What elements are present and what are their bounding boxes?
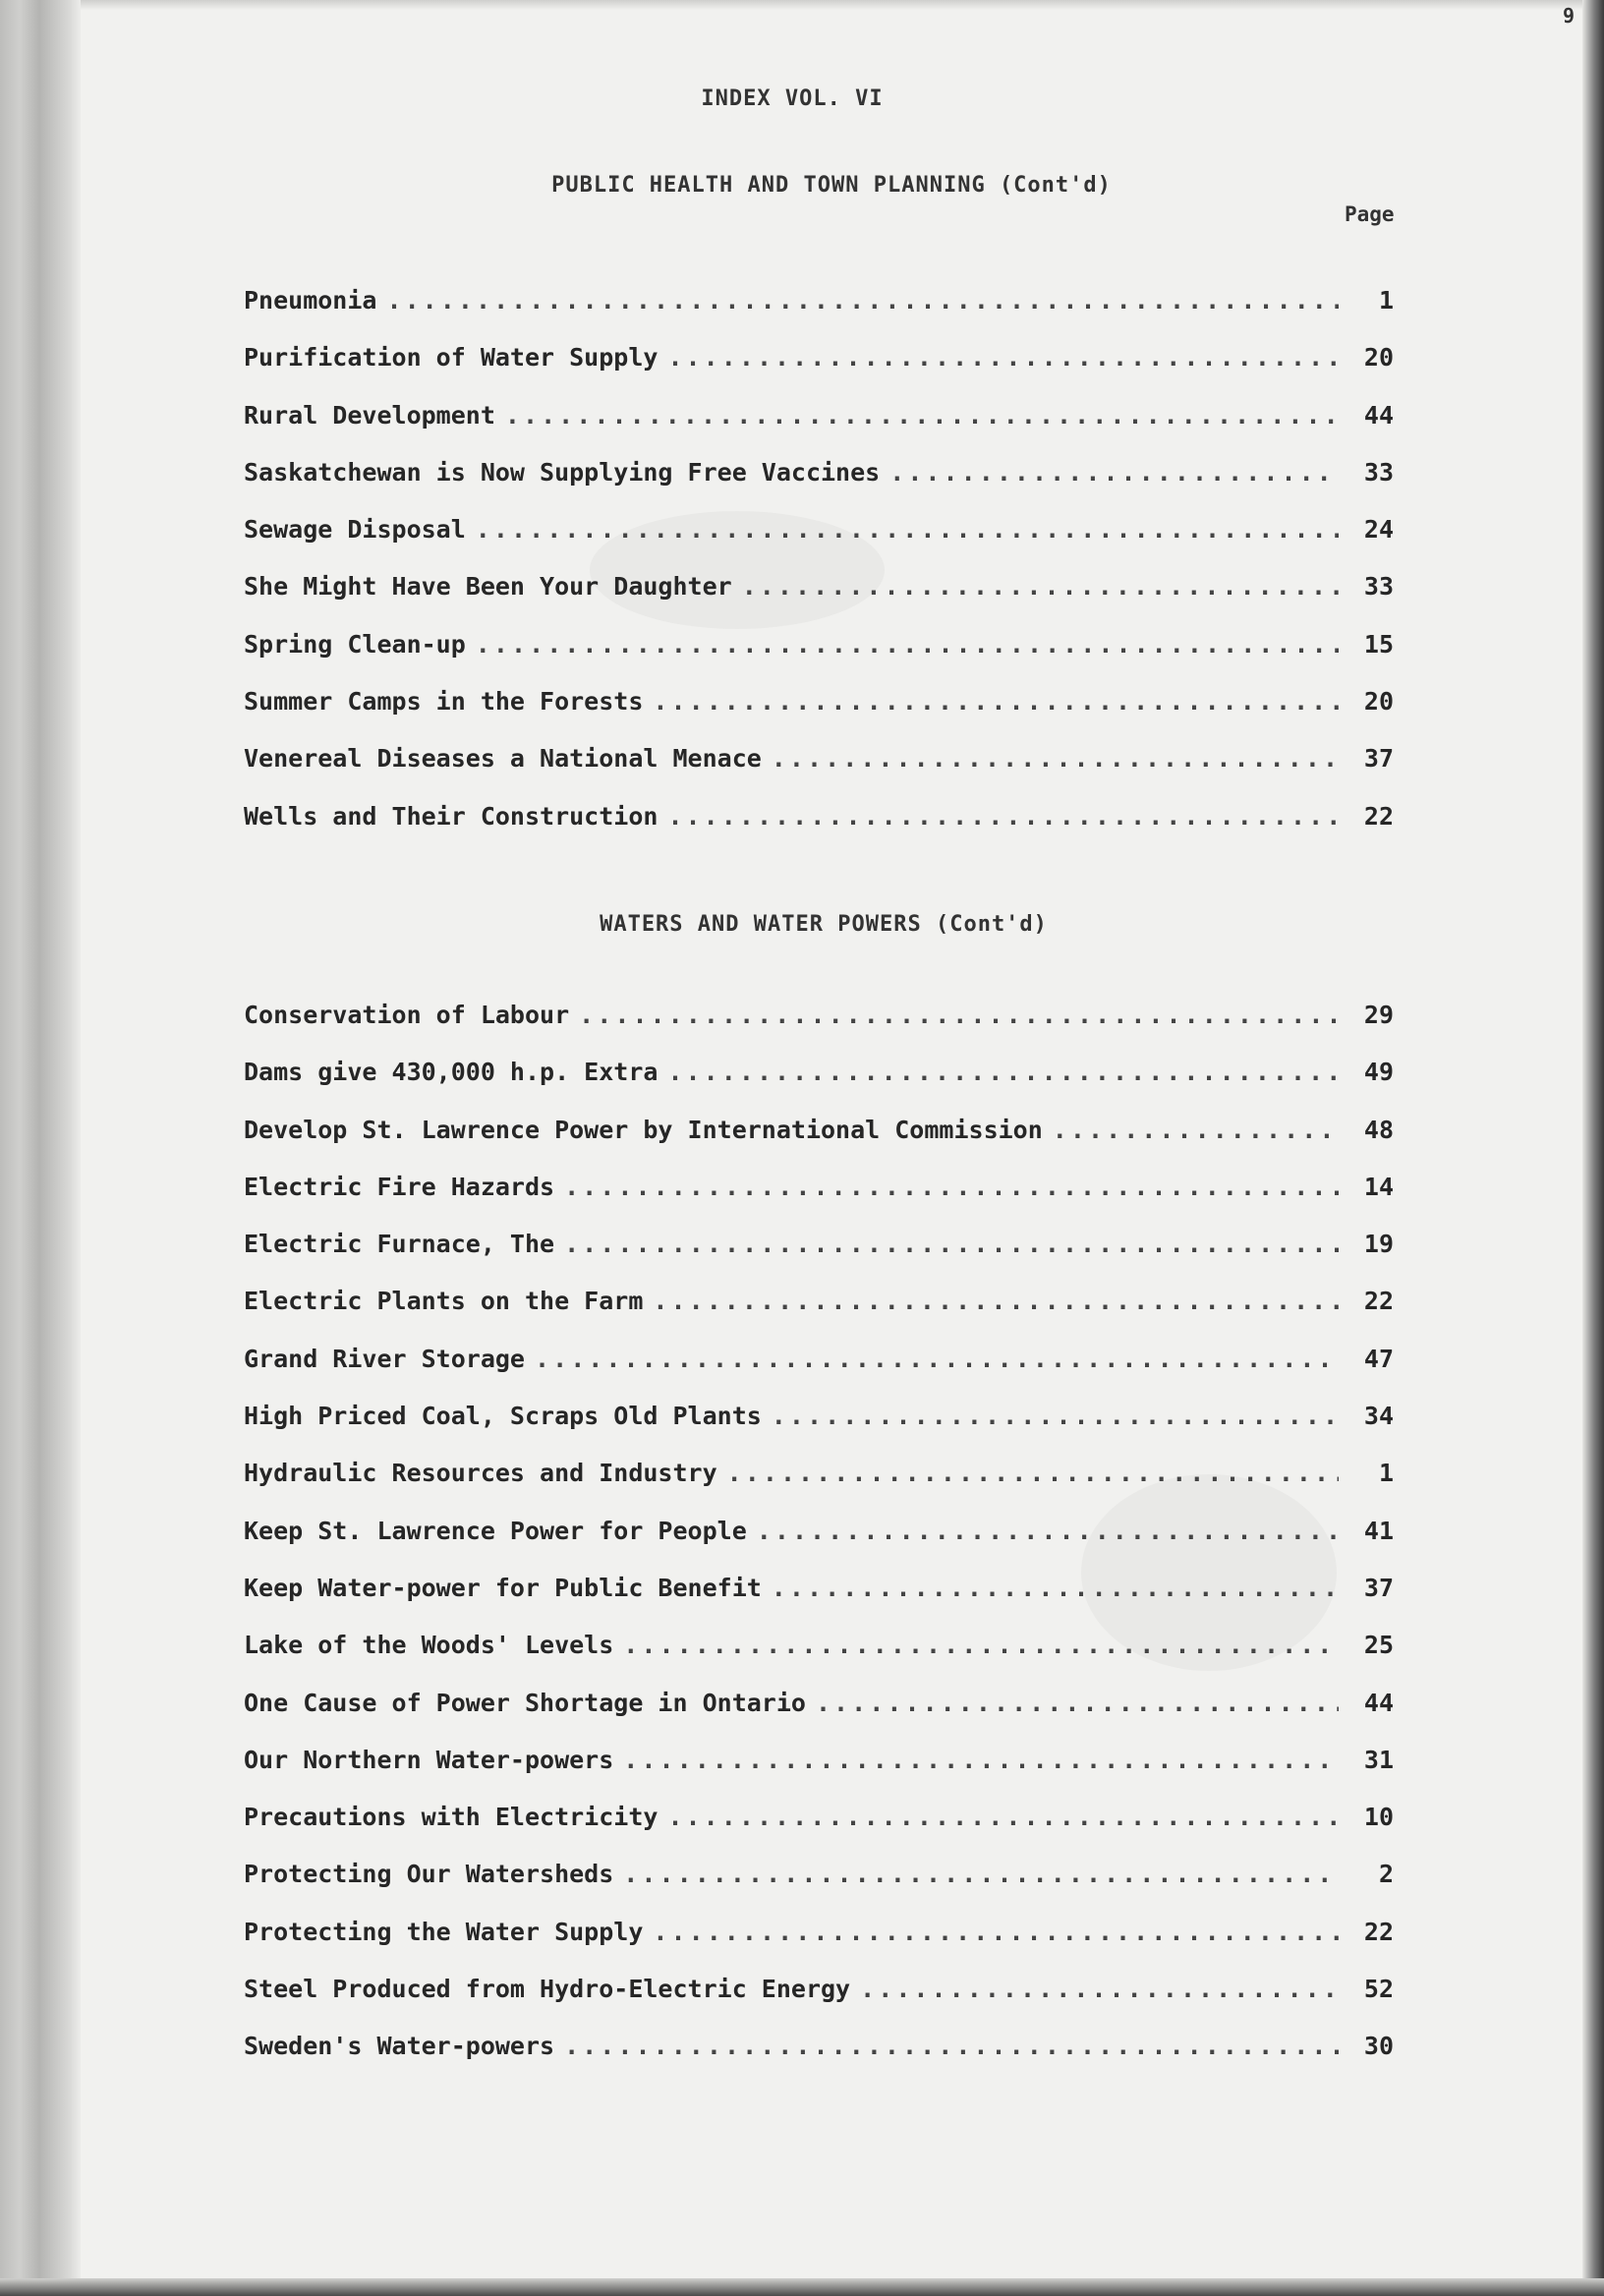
entry-page: 22 bbox=[1363, 1287, 1394, 1316]
index-entry bbox=[244, 687, 1394, 744]
index-entry bbox=[244, 1517, 1394, 1574]
entry-page: 37 bbox=[1363, 1573, 1394, 1602]
entry-page: 20 bbox=[1363, 343, 1394, 373]
index-list bbox=[244, 1001, 1394, 2090]
dot-leader bbox=[1053, 1116, 1339, 1144]
dot-leader bbox=[476, 515, 1339, 544]
dot-leader bbox=[564, 1173, 1339, 1201]
scan-edge-bottom bbox=[0, 2278, 1604, 2296]
entry-page: 41 bbox=[1363, 1516, 1394, 1545]
entry-title: Sweden's Water-powers bbox=[244, 2032, 555, 2061]
index-entry bbox=[244, 286, 1394, 343]
dot-leader bbox=[623, 1860, 1339, 1888]
entry-title: Summer Camps in the Forests bbox=[244, 687, 644, 717]
dot-leader bbox=[889, 458, 1339, 487]
entry-title: Electric Fire Hazards bbox=[244, 1172, 555, 1201]
index-entry bbox=[244, 630, 1394, 687]
entry-title: Protecting Our Watersheds bbox=[244, 1860, 614, 1889]
scan-edge-left bbox=[0, 0, 81, 2296]
entry-title: Dams give 430,000 h.p. Extra bbox=[244, 1058, 659, 1087]
entry-page: 29 bbox=[1363, 1001, 1394, 1029]
entry-page: 20 bbox=[1363, 687, 1394, 717]
index-entry bbox=[244, 1574, 1394, 1631]
scan-edge-top bbox=[0, 0, 1604, 10]
index-title: INDEX VOL. VI bbox=[701, 86, 884, 111]
entry-page: 14 bbox=[1363, 1172, 1394, 1201]
entry-title: Venereal Diseases a National Menace bbox=[244, 744, 762, 774]
index-entry bbox=[244, 343, 1394, 400]
dot-leader bbox=[667, 343, 1339, 372]
entry-page: 25 bbox=[1363, 1631, 1394, 1660]
index-entry bbox=[244, 1918, 1394, 1975]
entry-title: Grand River Storage bbox=[244, 1344, 525, 1373]
index-entry bbox=[244, 1402, 1394, 1459]
entry-title: Develop St. Lawrence Power by International Commission bbox=[244, 1115, 1043, 1144]
dot-leader bbox=[742, 572, 1339, 601]
entry-page: 1 bbox=[1378, 1459, 1394, 1488]
entry-title: High Priced Coal, Scraps Old Plants bbox=[244, 1402, 762, 1431]
entry-title: She Might Have Been Your Daughter bbox=[244, 572, 732, 602]
entry-title: Precautions with Electricity bbox=[244, 1803, 659, 1832]
dot-leader bbox=[564, 2032, 1339, 2060]
entry-title: Keep St. Lawrence Power for People bbox=[244, 1516, 747, 1545]
entry-page: 37 bbox=[1363, 744, 1394, 774]
entry-title: Purification of Water Supply bbox=[244, 343, 659, 373]
index-entry bbox=[244, 1803, 1394, 1860]
entry-title: Rural Development bbox=[244, 400, 495, 430]
index-entry bbox=[244, 572, 1394, 629]
entry-title: Saskatchewan is Now Supplying Free Vaccines bbox=[244, 457, 881, 487]
entry-title: Hydraulic Resources and Industry bbox=[244, 1459, 717, 1488]
dot-leader bbox=[653, 1287, 1339, 1315]
dot-leader bbox=[579, 1001, 1339, 1029]
index-entry bbox=[244, 1116, 1394, 1173]
index-list bbox=[244, 286, 1394, 859]
entry-title: Lake of the Woods' Levels bbox=[244, 1631, 614, 1660]
entry-title: One Cause of Power Shortage in Ontario bbox=[244, 1688, 806, 1717]
entry-title: Steel Produced from Hydro-Electric Energy bbox=[244, 1975, 851, 2004]
entry-page: 33 bbox=[1363, 457, 1394, 487]
entry-title: Electric Plants on the Farm bbox=[244, 1287, 644, 1316]
entry-title: Conservation of Labour bbox=[244, 1001, 570, 1029]
section-title: PUBLIC HEALTH AND TOWN PLANNING (Cont'd) bbox=[551, 173, 1112, 198]
index-entry bbox=[244, 1001, 1394, 1058]
index-entry bbox=[244, 1459, 1394, 1516]
entry-page: 15 bbox=[1363, 629, 1394, 659]
entry-title: Wells and Their Construction bbox=[244, 801, 659, 831]
dot-leader bbox=[757, 1517, 1339, 1545]
entry-page: 1 bbox=[1378, 286, 1394, 315]
dot-leader bbox=[476, 630, 1339, 659]
index-entry bbox=[244, 1173, 1394, 1230]
entry-page: 49 bbox=[1363, 1058, 1394, 1087]
index-entry bbox=[244, 1631, 1394, 1688]
entry-page: 52 bbox=[1363, 1975, 1394, 2004]
dot-leader bbox=[667, 1058, 1339, 1086]
index-entry bbox=[244, 1689, 1394, 1746]
entry-title: Spring Clean-up bbox=[244, 629, 466, 659]
dot-leader bbox=[772, 744, 1339, 773]
entry-page: 47 bbox=[1363, 1344, 1394, 1373]
dot-leader bbox=[772, 1402, 1339, 1430]
entry-page: 44 bbox=[1363, 1688, 1394, 1717]
entry-title: Our Northern Water-powers bbox=[244, 1745, 614, 1774]
entry-title: Protecting the Water Supply bbox=[244, 1917, 644, 1946]
dot-leader bbox=[623, 1631, 1339, 1659]
dot-leader bbox=[535, 1345, 1339, 1373]
dot-leader bbox=[772, 1574, 1339, 1602]
dot-leader bbox=[727, 1459, 1339, 1487]
page-column-label: Page bbox=[1345, 202, 1395, 226]
dot-leader bbox=[860, 1975, 1339, 2003]
entry-page: 22 bbox=[1363, 1917, 1394, 1946]
entry-page: 44 bbox=[1363, 400, 1394, 430]
index-entry bbox=[244, 802, 1394, 859]
entry-title: Sewage Disposal bbox=[244, 515, 466, 545]
page-number: 9 bbox=[1562, 4, 1575, 28]
entry-page: 22 bbox=[1363, 801, 1394, 831]
index-entry bbox=[244, 1746, 1394, 1803]
dot-leader bbox=[667, 802, 1339, 831]
entry-page: 34 bbox=[1363, 1402, 1394, 1431]
dot-leader bbox=[623, 1746, 1339, 1774]
entry-page: 48 bbox=[1363, 1115, 1394, 1144]
index-entry bbox=[244, 1230, 1394, 1287]
dot-leader bbox=[386, 286, 1339, 315]
entry-title: Keep Water-power for Public Benefit bbox=[244, 1573, 762, 1602]
entry-page: 30 bbox=[1363, 2032, 1394, 2061]
dot-leader bbox=[653, 1918, 1339, 1946]
dot-leader bbox=[564, 1230, 1339, 1258]
entry-page: 33 bbox=[1363, 572, 1394, 602]
entry-page: 2 bbox=[1378, 1860, 1394, 1889]
index-entry bbox=[244, 515, 1394, 572]
section-title: WATERS AND WATER POWERS (Cont'd) bbox=[600, 912, 1048, 937]
entry-title: Pneumonia bbox=[244, 286, 377, 315]
scan-edge-right bbox=[1582, 0, 1604, 2296]
entry-page: 19 bbox=[1363, 1230, 1394, 1259]
index-entry bbox=[244, 1975, 1394, 2032]
index-entry bbox=[244, 1058, 1394, 1115]
entry-page: 10 bbox=[1363, 1803, 1394, 1832]
index-entry bbox=[244, 1345, 1394, 1402]
entry-page: 31 bbox=[1363, 1745, 1394, 1774]
entry-page: 24 bbox=[1363, 515, 1394, 545]
dot-leader bbox=[816, 1689, 1339, 1717]
index-entry bbox=[244, 401, 1394, 458]
entry-title: Electric Furnace, The bbox=[244, 1230, 555, 1259]
dot-leader bbox=[505, 401, 1339, 430]
dot-leader bbox=[653, 687, 1339, 716]
index-entry bbox=[244, 1860, 1394, 1917]
index-entry bbox=[244, 1287, 1394, 1344]
index-entry bbox=[244, 458, 1394, 515]
index-entry bbox=[244, 2032, 1394, 2089]
index-entry bbox=[244, 744, 1394, 801]
dot-leader bbox=[667, 1803, 1339, 1831]
